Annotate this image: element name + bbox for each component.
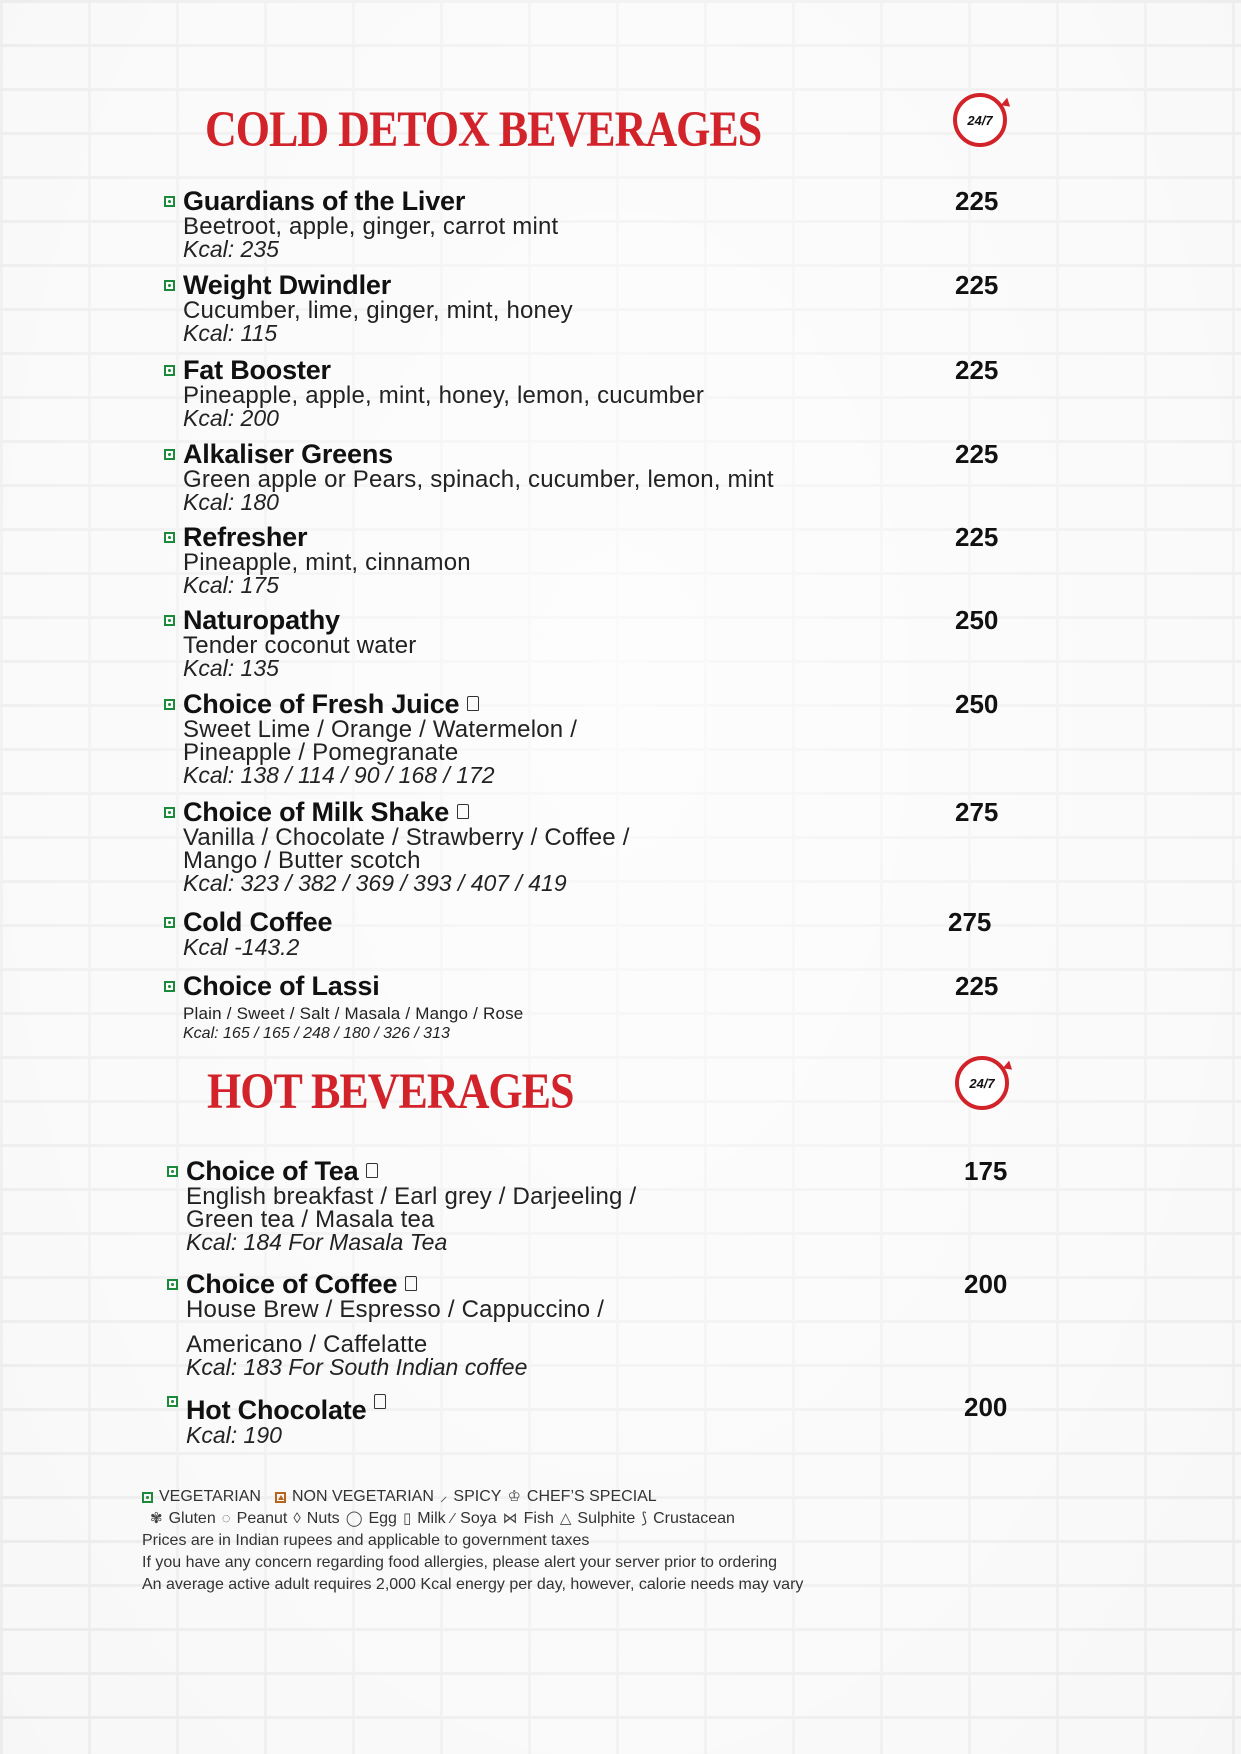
item-name-text: Hot Chocolate <box>186 1395 367 1425</box>
egg-icon: ◯ <box>345 1510 363 1527</box>
item-name-text: Choice of Fresh Juice <box>183 689 460 719</box>
item-name <box>183 799 1023 826</box>
item-desc: Pineapple, mint, cinnamon <box>183 549 471 576</box>
legend-nonveg: NON VEGETARIAN <box>291 1488 434 1505</box>
badge-label: 24/7 <box>969 1075 995 1091</box>
veg-icon <box>164 615 175 626</box>
item-desc: Americano / Caffelatte <box>186 1331 428 1358</box>
item-kcal: Kcal: 183 For South Indian coffee <box>186 1354 528 1380</box>
clock-24-7-icon <box>953 93 1007 147</box>
veg-icon <box>167 1166 178 1177</box>
item-desc: Vanilla / Chocolate / Strawberry / Coffee / <box>183 824 630 851</box>
menu-item <box>183 973 1023 1043</box>
menu-item <box>186 1394 1026 1454</box>
menu-item <box>183 188 1023 272</box>
item-name: Cold Coffee <box>183 907 333 937</box>
item-kcal: Kcal: 180 <box>183 489 279 515</box>
item-desc: Pineapple / Pomegranate <box>183 739 459 766</box>
veg-icon <box>164 917 175 928</box>
legend <box>142 1486 1142 1596</box>
item-kcal: Kcal: 184 For Masala Tea <box>186 1229 448 1255</box>
veg-icon <box>167 1279 178 1290</box>
section-title-cold: COLD DETOX BEVERAGES <box>205 101 762 158</box>
item-price: 175 <box>964 1156 1008 1186</box>
item-kcal: Kcal: 190 <box>186 1422 282 1448</box>
item-price: 225 <box>955 522 999 552</box>
item-desc: English breakfast / Earl grey / Darjeeling / <box>186 1183 637 1210</box>
item-price: 225 <box>955 270 999 300</box>
chef-hat-icon: ♔ <box>507 1488 521 1505</box>
veg-icon <box>142 1492 153 1503</box>
item-price: 250 <box>955 605 999 635</box>
item-price: 200 <box>964 1392 1008 1422</box>
veg-icon <box>164 449 175 460</box>
item-name: Guardians of the Liver <box>183 186 466 216</box>
item-name: Choice of Lassi <box>183 971 380 1001</box>
clock-24-7-icon <box>955 1056 1009 1110</box>
menu-item <box>183 524 1023 607</box>
item-name <box>183 691 1023 718</box>
legend-crustacean: Crustacean <box>653 1510 735 1527</box>
legend-milk: Milk <box>417 1510 446 1527</box>
nonveg-icon <box>275 1492 286 1503</box>
legend-chef: CHEF’S SPECIAL <box>526 1488 657 1505</box>
item-name <box>186 1394 1026 1424</box>
legend-nuts: Nuts <box>306 1510 340 1527</box>
item-kcal: Kcal -143.2 <box>183 934 300 960</box>
legend-gluten: Gluten <box>168 1510 216 1527</box>
menu-item <box>186 1158 1026 1271</box>
note-prices: Prices are in Indian rupees and applicable to government taxes <box>142 1532 590 1549</box>
item-kcal: Kcal: 135 <box>183 655 279 681</box>
veg-icon <box>164 280 175 291</box>
hot-items <box>186 1158 1026 1454</box>
item-price: 225 <box>955 971 999 1001</box>
veg-icon <box>167 1396 178 1407</box>
milk-icon <box>457 804 469 819</box>
item-desc: House Brew / Espresso / Cappuccino / <box>186 1296 605 1323</box>
legend-allergen-row <box>142 1508 1142 1530</box>
item-kcal: Kcal: 115 <box>183 320 278 346</box>
legend-spicy: SPICY <box>453 1488 502 1505</box>
item-desc: Cucumber, lime, ginger, mint, honey <box>183 297 573 324</box>
peanut-icon: ◌ <box>221 1510 231 1527</box>
crustacean-icon: ⟆ <box>641 1510 648 1527</box>
item-price: 225 <box>955 355 999 385</box>
item-desc: Sweet Lime / Orange / Watermelon / <box>183 716 578 743</box>
item-name: Alkaliser Greens <box>183 439 393 469</box>
legend-peanut: Peanut <box>236 1510 288 1527</box>
item-price: 225 <box>955 186 999 216</box>
milk-icon <box>374 1394 386 1409</box>
milk-icon: ▯ <box>402 1510 412 1527</box>
item-price: 275 <box>955 797 999 827</box>
menu-item <box>183 799 1023 909</box>
veg-icon <box>164 196 175 207</box>
menu-item <box>183 272 1023 357</box>
legend-egg: Egg <box>368 1510 397 1527</box>
legend-sulphite: Sulphite <box>577 1510 636 1527</box>
item-name-text: Choice of Tea <box>186 1156 359 1186</box>
item-name <box>186 1158 1026 1185</box>
note-allergies: If you have any concern regarding food allergies, please alert your server prior to ordering <box>142 1554 778 1571</box>
menu-item <box>183 909 1023 973</box>
veg-icon <box>164 532 175 543</box>
item-desc: Pineapple, apple, mint, honey, lemon, cucumber <box>183 382 705 409</box>
veg-icon <box>164 365 175 376</box>
legend-veg: VEGETARIAN <box>159 1488 261 1505</box>
item-name: Fat Booster <box>183 355 331 385</box>
item-price: 200 <box>964 1269 1008 1299</box>
wheat-icon: ✾ <box>150 1510 163 1527</box>
legend-soya: Soya <box>460 1510 497 1527</box>
menu-item <box>183 357 1023 441</box>
item-kcal: Kcal: 165 / 165 / 248 / 180 / 326 / 313 <box>183 1025 450 1042</box>
veg-icon <box>164 699 175 710</box>
legend-fish: Fish <box>523 1510 554 1527</box>
menu-item <box>183 607 1023 691</box>
item-desc: Green apple or Pears, spinach, cucumber, lemon, mint <box>183 466 774 493</box>
item-name: Naturopathy <box>183 605 340 635</box>
item-name-text: Choice of Milk Shake <box>183 797 450 827</box>
item-desc: Mango / Butter scotch <box>183 847 421 874</box>
item-price: 250 <box>955 689 999 719</box>
item-name <box>186 1271 1026 1298</box>
milk-icon <box>405 1276 417 1291</box>
sulphite-icon: △ <box>559 1510 572 1527</box>
menu-item <box>183 691 1023 799</box>
item-desc: Beetroot, apple, ginger, carrot mint <box>183 213 559 240</box>
item-name: Refresher <box>183 522 308 552</box>
legend-diet-row <box>142 1486 1142 1508</box>
item-kcal: Kcal: 235 <box>183 236 279 262</box>
item-kcal: Kcal: 200 <box>183 405 279 431</box>
item-desc: Tender coconut water <box>183 632 417 659</box>
item-price: 225 <box>955 439 999 469</box>
item-name-text: Choice of Coffee <box>186 1269 398 1299</box>
milk-icon <box>366 1163 378 1178</box>
fish-icon: ⋈ <box>502 1510 518 1527</box>
section-title-hot: HOT BEVERAGES <box>207 1063 574 1120</box>
menu-item <box>183 441 1023 524</box>
item-kcal: Kcal: 175 <box>183 572 279 598</box>
item-price: 275 <box>948 907 992 937</box>
menu-item <box>186 1271 1026 1394</box>
item-kcal: Kcal: 323 / 382 / 369 / 393 / 407 / 419 <box>183 870 567 896</box>
badge-label: 24/7 <box>967 112 993 128</box>
milk-icon <box>467 696 479 711</box>
soya-icon: ⁄ <box>451 1510 455 1527</box>
veg-icon <box>164 807 175 818</box>
item-kcal: Kcal: 138 / 114 / 90 / 168 / 172 <box>183 762 495 788</box>
chili-icon: ⸝ <box>439 1488 448 1505</box>
item-desc: Green tea / Masala tea <box>186 1206 435 1233</box>
note-calories: An average active adult requires 2,000 Kcal energy per day, however, calorie needs may vary <box>142 1576 804 1593</box>
veg-icon <box>164 981 175 992</box>
item-name: Weight Dwindler <box>183 270 392 300</box>
item-desc: Plain / Sweet / Salt / Masala / Mango / Rose <box>183 1004 524 1023</box>
nut-icon: ◊ <box>293 1510 301 1527</box>
cold-items <box>183 188 1023 1043</box>
